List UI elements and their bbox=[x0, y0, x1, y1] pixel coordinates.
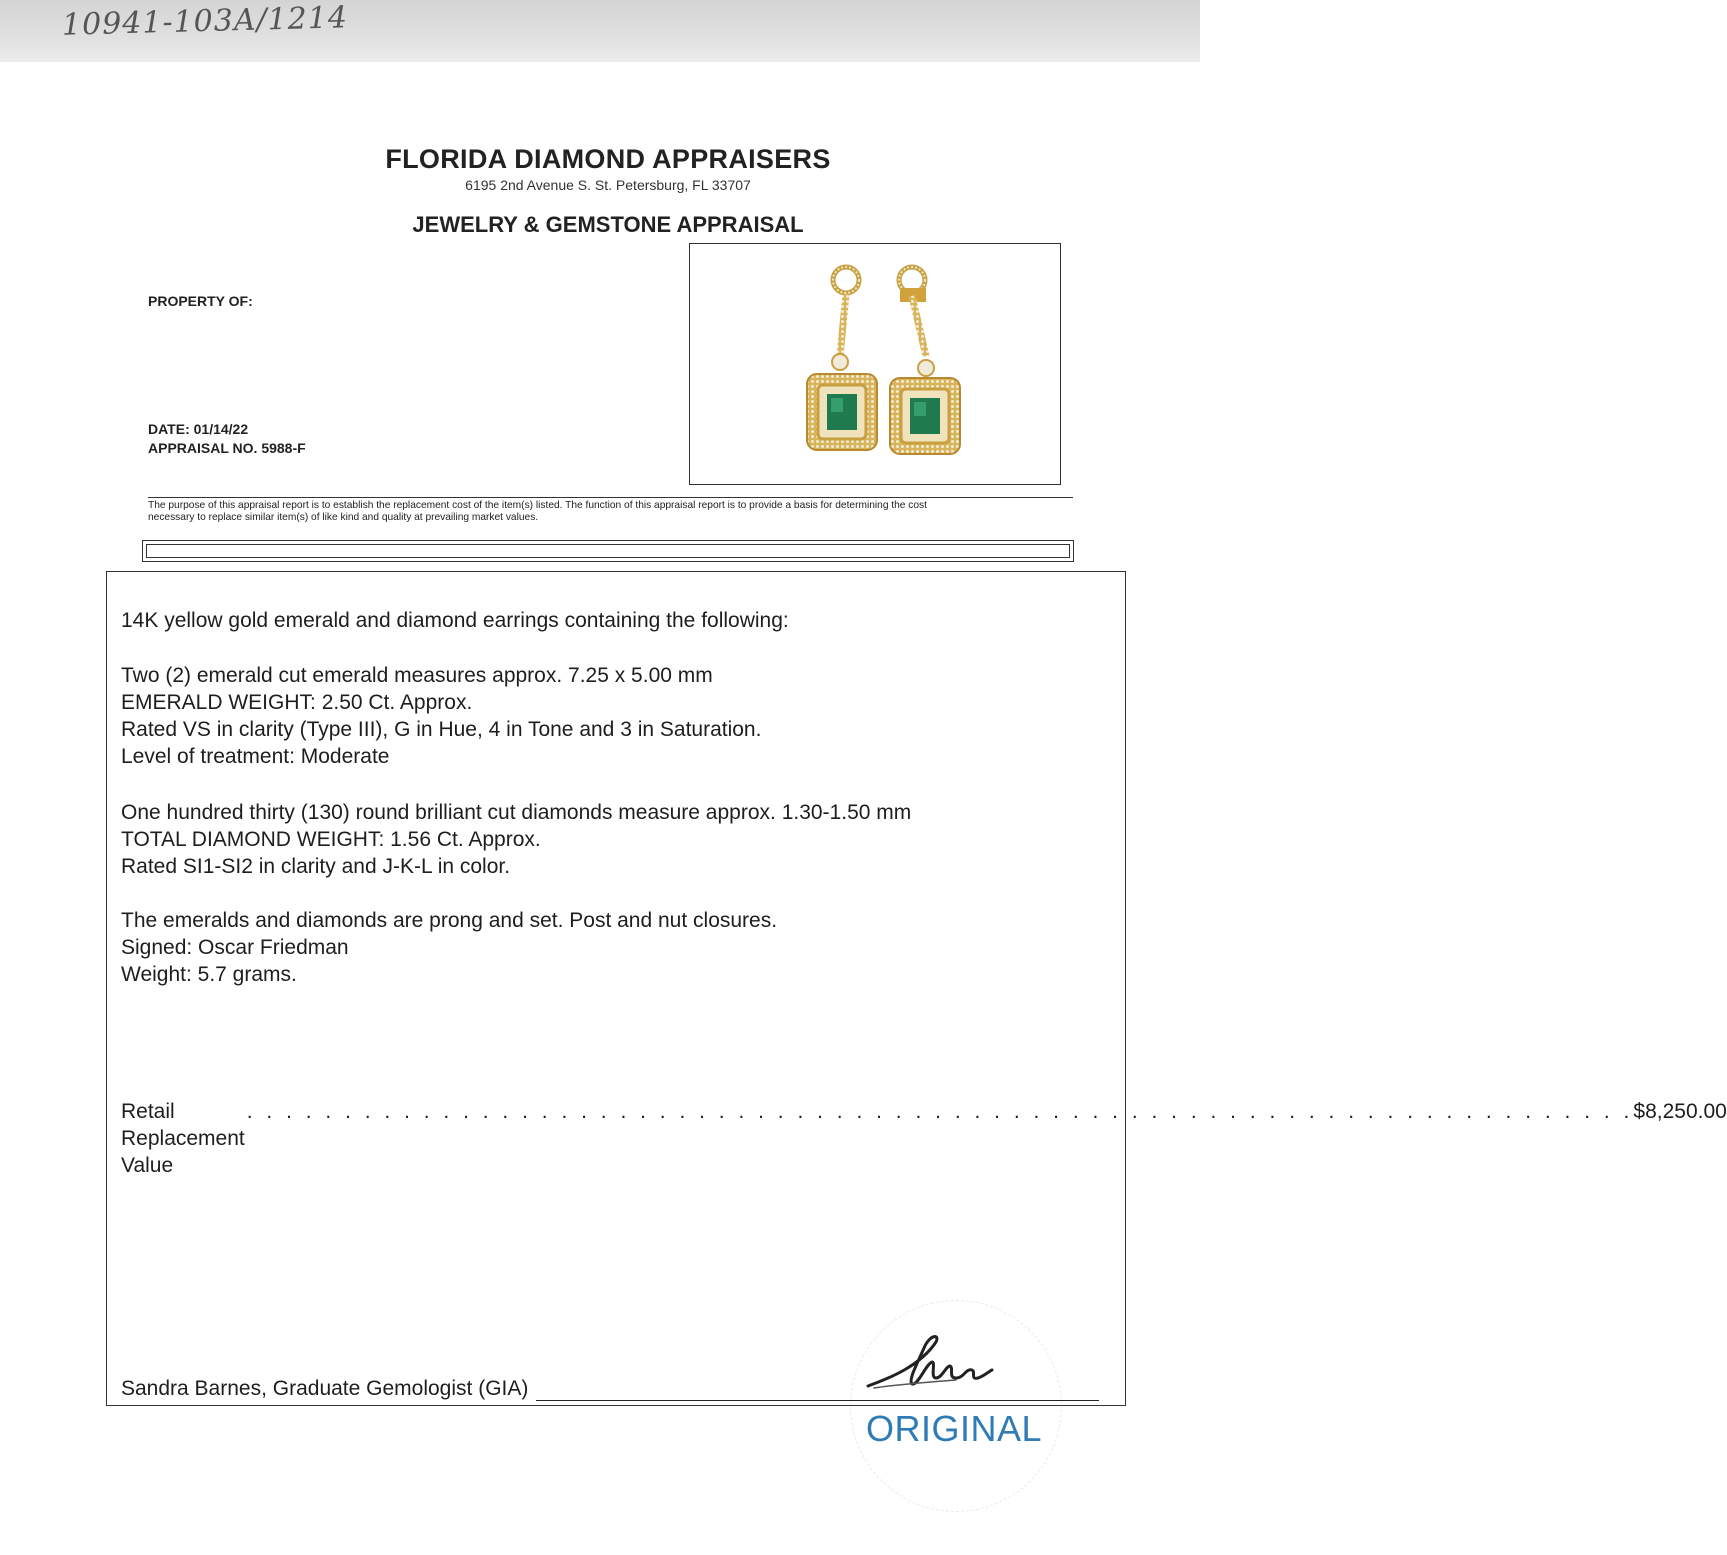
setting-details bbox=[121, 907, 777, 988]
signature-line bbox=[536, 1378, 1099, 1401]
value-label: Retail Replacement Value bbox=[121, 1100, 245, 1177]
property-of-label: PROPERTY OF: bbox=[148, 293, 253, 309]
document-title: JEWELRY & GEMSTONE APPRAISAL bbox=[412, 212, 804, 237]
left-earring bbox=[807, 267, 877, 450]
original-stamp: ORIGINAL bbox=[866, 1408, 1043, 1449]
detail-line: The emeralds and diamonds are prong and set. Post and nut closures. bbox=[121, 909, 778, 932]
handwritten-reference: 10941-103A/1214 bbox=[61, 0, 349, 43]
value-amount: $8,250.00 bbox=[1633, 1100, 1727, 1123]
detail-line: Weight: 5.7 grams. bbox=[121, 963, 297, 986]
earrings-photo-icon bbox=[690, 244, 1062, 486]
emerald-line: Rated VS in clarity (Type III), G in Hue, 4 in Tone and 3 in Saturation. bbox=[121, 718, 762, 741]
item-intro bbox=[121, 607, 789, 634]
emerald-line: Two (2) emerald cut emerald measures approx. 7.25 x 5.00 mm bbox=[121, 664, 713, 687]
appraisal-purpose-statement bbox=[148, 497, 1073, 524]
company-address: 6195 2nd Avenue S. St. Petersburg, FL 33707 bbox=[465, 177, 751, 193]
detail-line: Signed: Oscar Friedman bbox=[121, 936, 349, 959]
diamond-line: Rated SI1-SI2 in clarity and J-K-L in color. bbox=[121, 855, 511, 878]
emerald-line: EMERALD WEIGHT: 2.50 Ct. Approx. bbox=[121, 691, 473, 714]
double-rule-divider bbox=[142, 540, 1074, 562]
diamond-line: One hundred thirty (130) round brilliant cut diamonds measure approx. 1.30-1.50 mm bbox=[121, 801, 912, 824]
purpose-line-2: necessary to replace similar item(s) of like kind and quality at prevailing market values. bbox=[148, 512, 539, 523]
appraisal-number: APPRAISAL NO. 5988-F bbox=[148, 440, 306, 456]
diamond-line: TOTAL DIAMOND WEIGHT: 1.56 Ct. Approx. bbox=[121, 828, 541, 851]
replacement-value-row bbox=[121, 1098, 1727, 1179]
date-line: DATE: 01/14/22 bbox=[148, 421, 249, 437]
emerald-details bbox=[121, 662, 761, 770]
diamond-details bbox=[121, 799, 911, 880]
appraiser-name: Sandra Barnes, Graduate Gemologist (GIA) bbox=[121, 1377, 529, 1400]
item-photo-frame bbox=[689, 243, 1061, 485]
dot-leader: . . . . . . . . . . . . . . . . . . . . . . . . . . . . . . . . . . . . . . . . . . . . . . . . . . . . . . . . . . . . . . . . . . . . . . . bbox=[246, 1100, 1634, 1123]
scan-header-strip bbox=[0, 0, 1200, 62]
company-name: FLORIDA DIAMOND APPRAISERS bbox=[385, 144, 831, 174]
emerald-line: Level of treatment: Moderate bbox=[121, 745, 390, 768]
handwritten-signature bbox=[860, 1328, 1000, 1398]
purpose-line-1: The purpose of this appraisal report is to establish the replacement cost of the item(s) listed. The function of this appraisal report is to provide a basis for determining the cost bbox=[148, 500, 927, 511]
intro-line: 14K yellow gold emerald and diamond earrings containing the following: bbox=[121, 609, 789, 632]
right-earring bbox=[890, 267, 960, 454]
